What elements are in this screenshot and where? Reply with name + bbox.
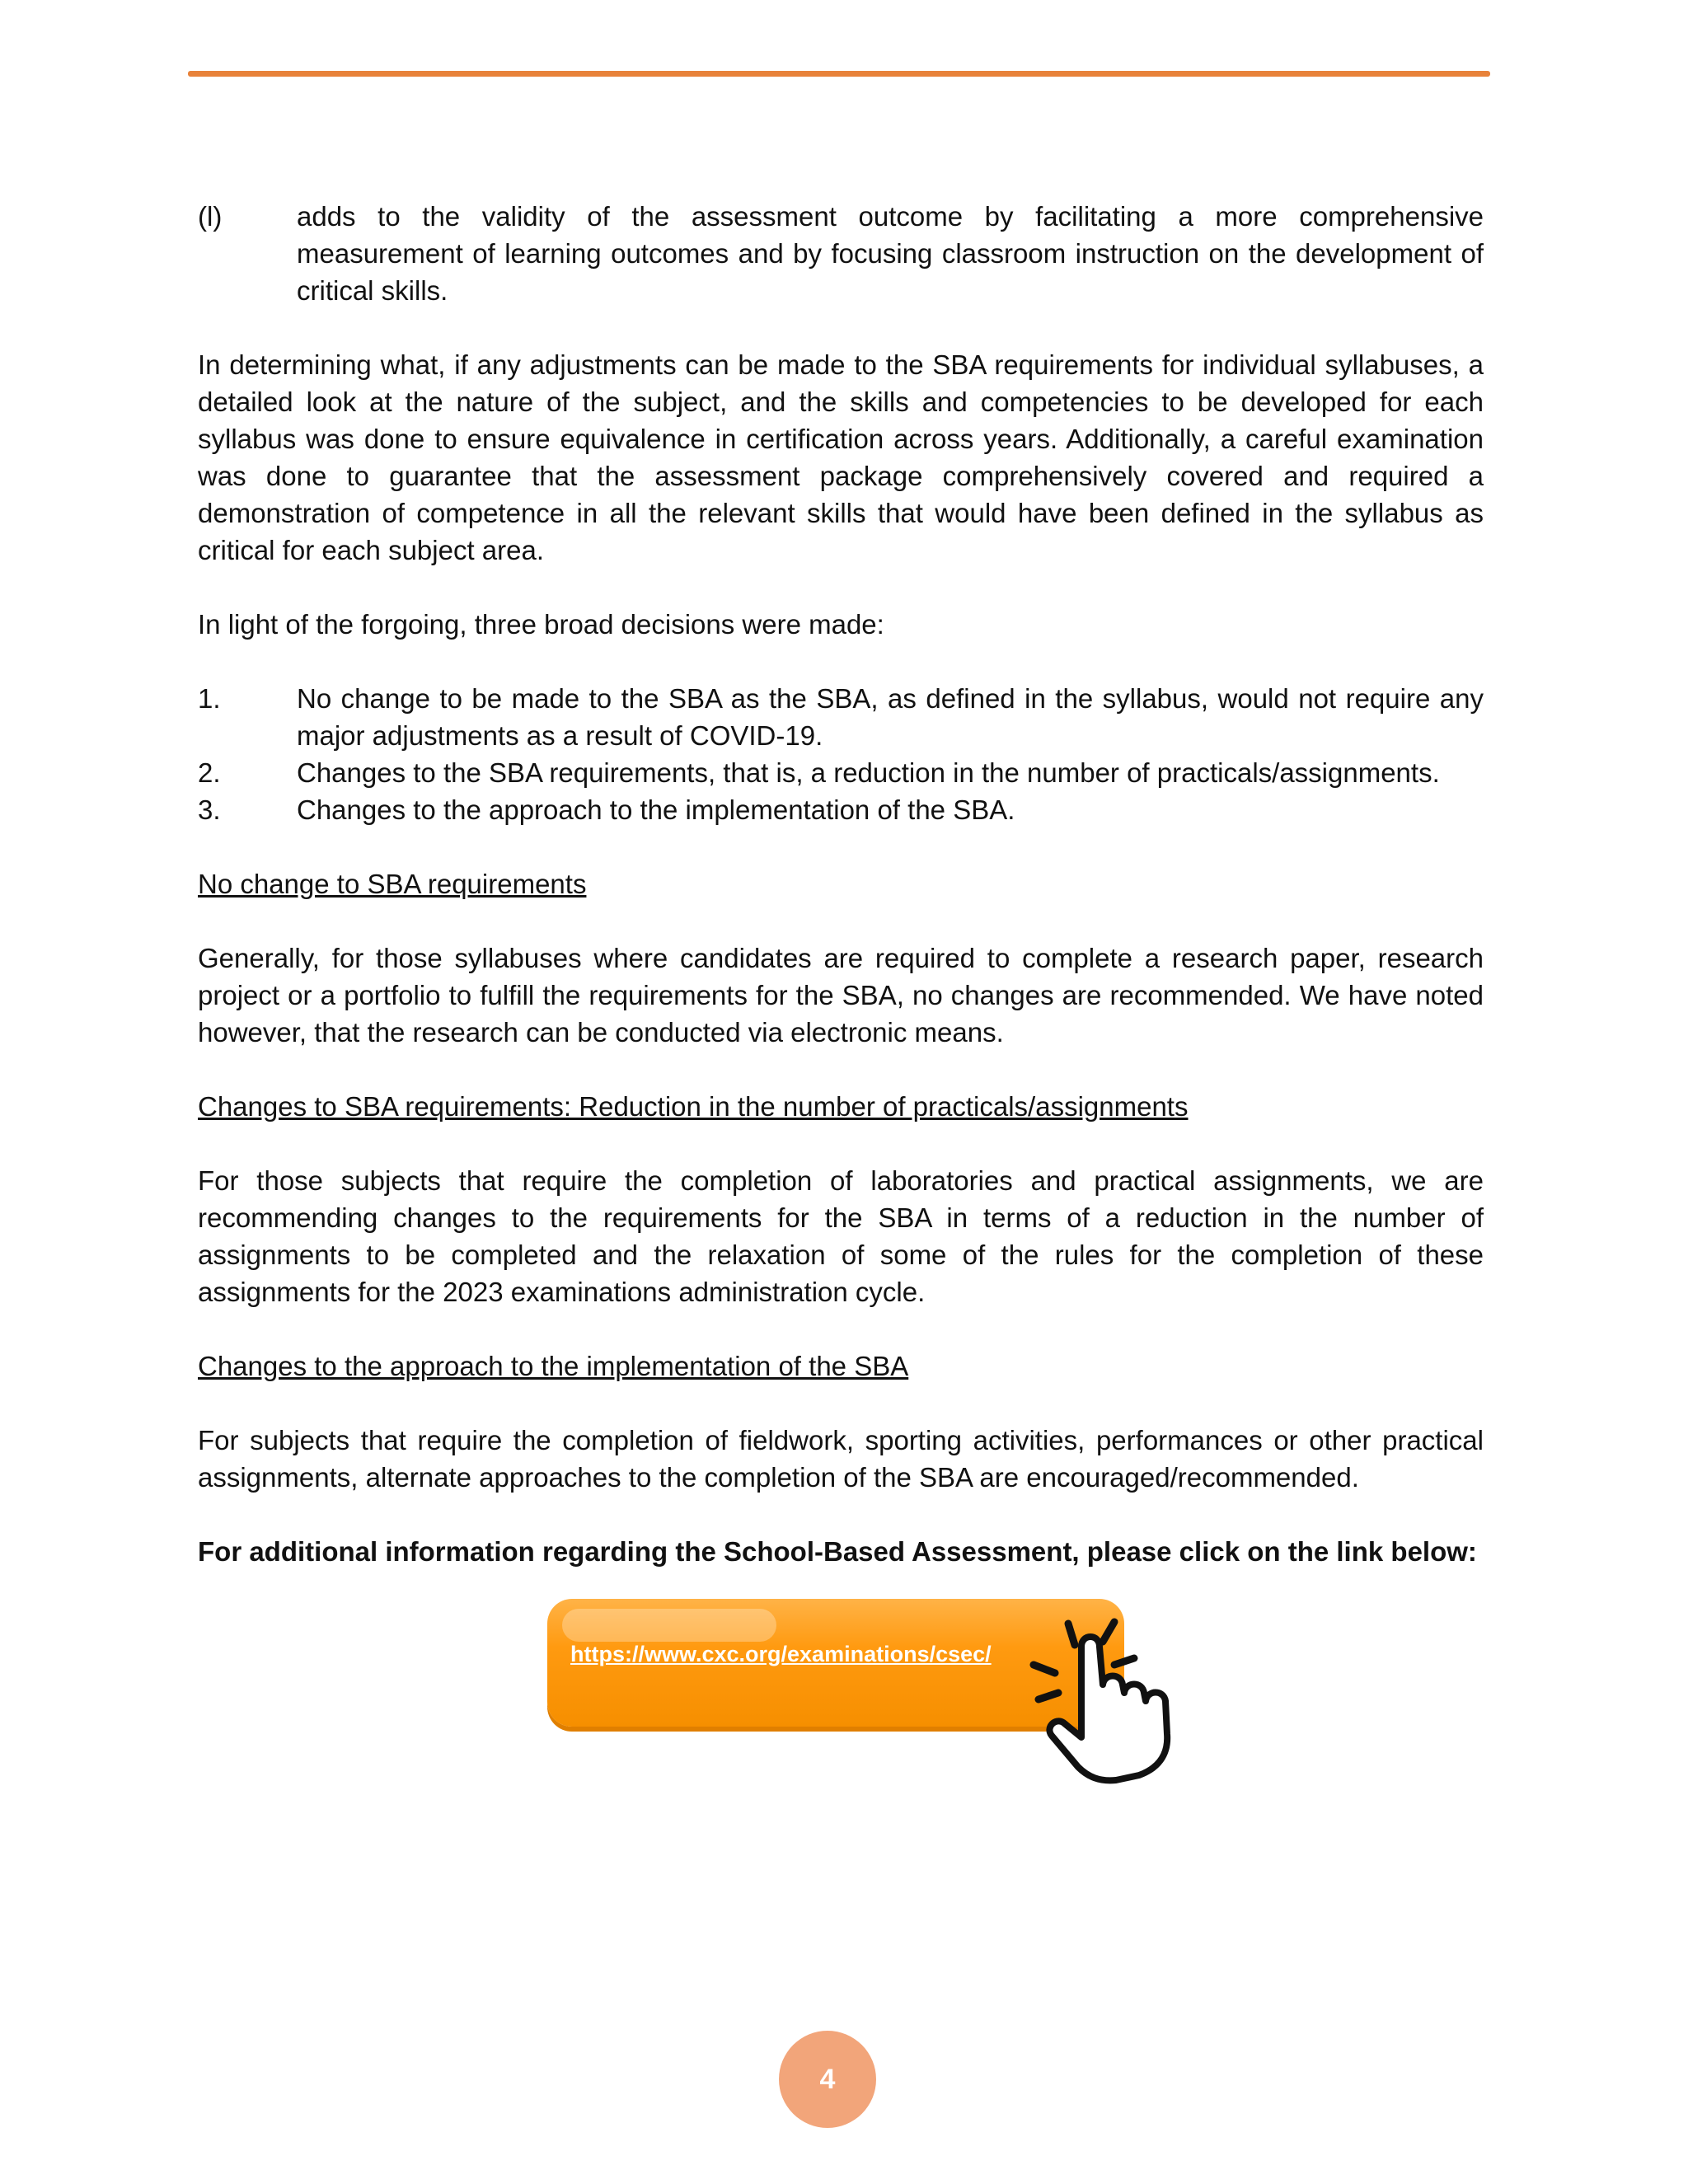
paragraph-reduction: For those subjects that require the completion of laboratories and practical assignments, we are recommending changes to the requirements for the SBA in terms of a reduction in the number of assignments to be completed and the relaxation of some of the rules for the completion of these assignments for the 2023 examinations administration cycle. — [198, 1165, 1484, 1307]
paragraph-approach: For subjects that require the completion of fieldwork, sporting activities, performances or other practical assignments, alternate approaches to the completion of the SBA are encouraged/recommended. — [198, 1425, 1484, 1493]
decision-item-3 — [198, 791, 1484, 828]
cxc-link[interactable]: https://www.cxc.org/examinations/csec/ — [570, 1642, 992, 1666]
decision-text: Changes to the SBA requirements, that is, a reduction in the number of practicals/assignments. — [297, 757, 1440, 788]
list-text: adds to the validity of the assessment outcome by facilitating a more comprehensive measurement of learning outcomes and by focusing classroom instruction on the development of critical skills. — [297, 201, 1484, 306]
decision-item-1 — [198, 680, 1484, 754]
page-number: 4 — [819, 2063, 836, 2095]
pointing-hand-icon — [976, 1607, 1207, 1788]
list-item-l — [198, 198, 1484, 309]
decision-item-2 — [198, 754, 1484, 791]
decision-number: 1. — [198, 683, 221, 714]
heading-no-change: No change to SBA requirements — [198, 869, 587, 899]
heading-reduction: Changes to SBA requirements: Reduction in the number of practicals/assignments — [198, 1091, 1189, 1122]
document-body — [198, 198, 1484, 1570]
page-number-badge — [779, 2031, 876, 2128]
paragraph-no-change: Generally, for those syllabuses where candidates are required to complete a research paper, research project or a portfolio to fulfill the requirements for the SBA, no changes are recommended. We have noted however, that the research can be conducted via electronic means. — [198, 943, 1484, 1047]
list-marker: (l) — [198, 201, 223, 232]
link-button-area — [547, 1599, 1207, 1788]
paragraph-determining: In determining what, if any adjustments can be made to the SBA requirements for individual syllabuses, a detailed look at the nature of the subject, and the skills and competencies to be developed for each syllabus was done to ensure equivalence in certification across years. Additionally, a careful examination was done to guarantee that the assessment package comprehensively covered and required a demonstration of competence in all the relevant skills that would have been defined in the syllabus as critical for each subject area. — [198, 349, 1484, 565]
heading-approach: Changes to the approach to the implementation of the SBA — [198, 1351, 909, 1381]
top-orange-rule — [188, 71, 1490, 77]
paragraph-decisions-intro: In light of the forgoing, three broad decisions were made: — [198, 609, 884, 640]
decision-number: 2. — [198, 757, 221, 788]
decisions-list — [198, 680, 1484, 828]
decision-text: Changes to the approach to the implementation of the SBA. — [297, 794, 1015, 825]
decision-text: No change to be made to the SBA as the SBA, as defined in the syllabus, would not require any major adjustments as a result of COVID-19. — [297, 683, 1484, 751]
decision-number: 3. — [198, 794, 221, 825]
additional-info-text: For additional information regarding the School-Based Assessment, please click on the link below: — [198, 1536, 1477, 1567]
